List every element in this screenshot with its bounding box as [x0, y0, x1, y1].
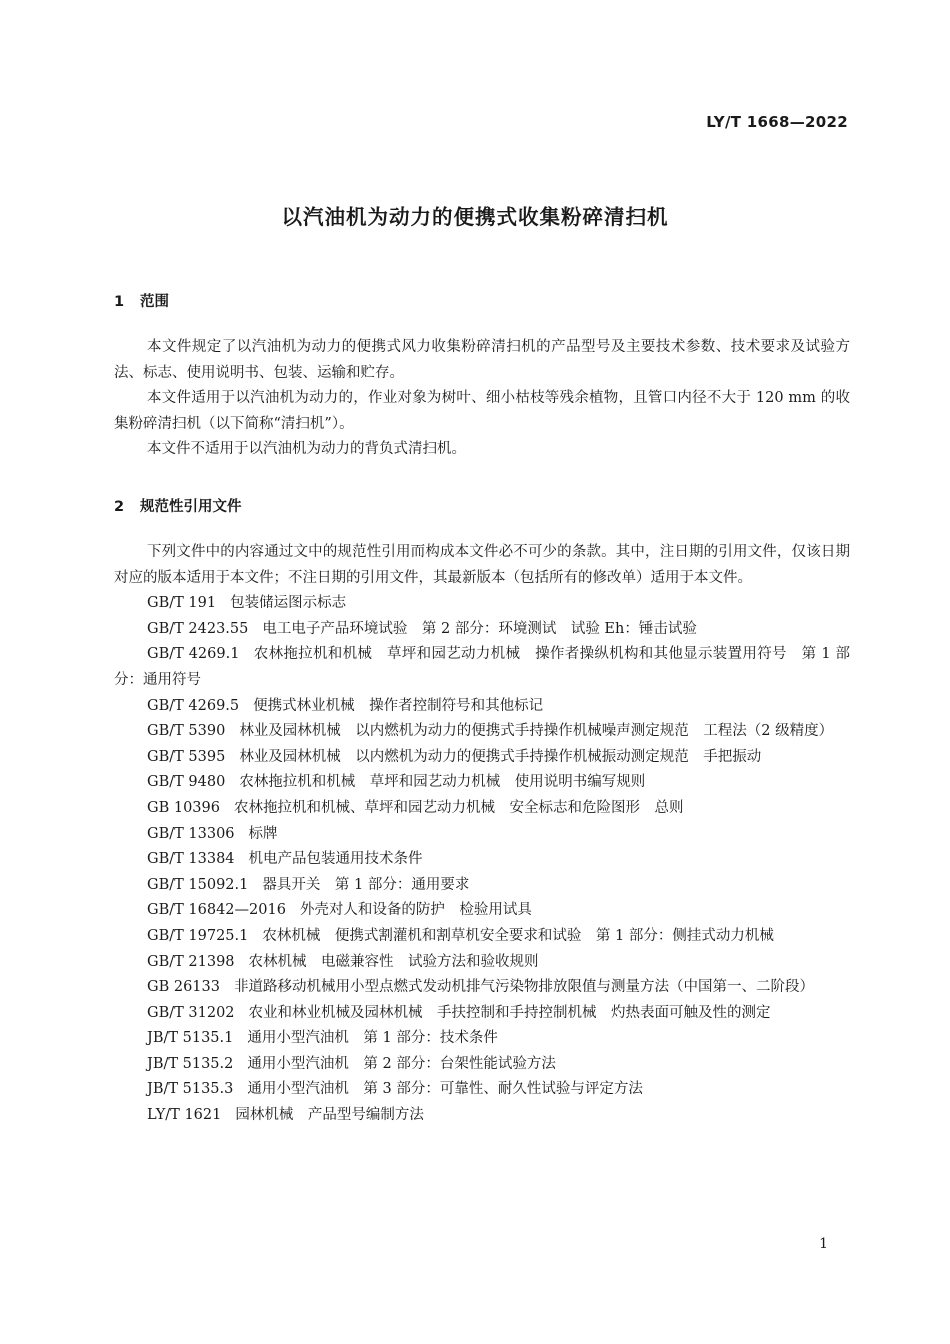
page-number: 1: [819, 1236, 828, 1252]
reference-item: [114, 591, 850, 617]
reference-code: GB/T 5395: [147, 748, 226, 765]
reference-title: 林业及园林机械 以内燃机为动力的便携式手持操作机械噪声测定规范 工程法（2 级精度）: [239, 723, 834, 740]
reference-title: 机电产品包装通用技术条件: [248, 851, 423, 868]
reference-item: [114, 796, 850, 822]
reference-code: GB/T 31202: [147, 1004, 235, 1021]
reference-code: GB/T 15092.1: [147, 876, 249, 893]
reference-code: GB/T 9480: [147, 774, 226, 791]
reference-item: [114, 924, 850, 950]
reference-title: 器具开关 第 1 部分：通用要求: [262, 876, 470, 893]
reference-item: [114, 719, 850, 745]
reference-item: [114, 873, 850, 899]
section-1-title: 范围: [140, 294, 169, 310]
reference-code: GB/T 19725.1: [147, 927, 249, 944]
reference-item: [114, 1001, 850, 1027]
section-1-heading: [114, 290, 169, 311]
reference-code: GB/T 4269.5: [147, 697, 240, 714]
section-2-number: 2: [114, 499, 125, 515]
reference-title: 农业和林业机械及园林机械 手扶控制和手持控制机械 灼热表面可触及性的测定: [248, 1004, 771, 1021]
reference-title: 农林拖拉机和机械、草坪和园艺动力机械 安全标志和危险图形 总则: [233, 799, 684, 816]
reference-item: [114, 1103, 850, 1129]
reference-title: 包装储运图示标志: [230, 595, 347, 612]
reference-code: GB 10396: [147, 799, 220, 816]
section-1-body: [114, 335, 850, 463]
reference-code: GB/T 13306: [147, 825, 235, 842]
reference-title: 通用小型汽油机 第 2 部分：台架性能试验方法: [247, 1055, 556, 1072]
reference-title: 农林机械 电磁兼容性 试验方法和验收规则: [248, 953, 539, 970]
reference-code: GB/T 16842—2016: [147, 902, 286, 919]
reference-item: [114, 950, 850, 976]
reference-item: [114, 745, 850, 771]
section-1-number: 1: [114, 294, 125, 310]
document-title: 以汽油机为动力的便携式收集粉碎清扫机: [281, 205, 669, 229]
reference-code: GB 26133: [147, 979, 220, 996]
reference-item: [114, 617, 850, 643]
standard-code: LY/T 1668—2022: [706, 113, 848, 131]
section-2-heading: [114, 495, 242, 516]
reference-item: [114, 1026, 850, 1052]
reference-title: 农林拖拉机和机械 草坪和园艺动力机械 使用说明书编写规则: [239, 774, 646, 791]
reference-code: GB/T 2423.55: [147, 620, 249, 637]
section-2-title: 规范性引用文件: [140, 499, 242, 515]
reference-title: 电工电子产品环境试验 第 2 部分：环境测试 试验 Eh：锤击试验: [262, 620, 697, 637]
reference-title: 外壳对人和设备的防护 检验用试具: [299, 902, 532, 919]
reference-item: [114, 898, 850, 924]
references-intro: 下列文件中的内容通过文中的规范性引用而构成本文件必不可少的条款。其中，注日期的引用文件，仅该日期对应的版本适用于本文件；不注日期的引用文件，其最新版本（包括所有的修改单）适用于本文件。: [114, 544, 850, 586]
scope-paragraph-1: 本文件规定了以汽油机为动力的便携式风力收集粉碎清扫机的产品型号及主要技术参数、技术要求及试验方法、标志、使用说明书、包装、运输和贮存。: [114, 339, 850, 381]
reference-code: LY/T 1621: [147, 1107, 222, 1124]
reference-item: [114, 770, 850, 796]
reference-title: 通用小型汽油机 第 3 部分：可靠性、耐久性试验与评定方法: [247, 1081, 643, 1098]
reference-title: 标牌: [248, 825, 278, 842]
reference-item: [114, 822, 850, 848]
reference-item: [114, 1077, 850, 1103]
scope-paragraph-2: 本文件适用于以汽油机为动力的，作业对象为树叶、细小枯枝等残余植物，且管口内径不大于 120 mm 的收集粉碎清扫机（以下简称“清扫机”）。: [114, 390, 850, 432]
reference-title: 园林机械 产品型号编制方法: [235, 1107, 424, 1124]
reference-item: [114, 694, 850, 720]
reference-title: 农林拖拉机和机械 草坪和园艺动力机械 操作者操纵机构和其他显示装置用符号 第 1 部分：通用符号: [114, 646, 850, 688]
reference-code: JB/T 5135.1: [147, 1030, 234, 1047]
reference-code: JB/T 5135.3: [147, 1081, 234, 1098]
reference-code: GB/T 13384: [147, 851, 235, 868]
reference-code: GB/T 5390: [147, 723, 226, 740]
reference-item: [114, 642, 850, 693]
reference-item: [114, 847, 850, 873]
reference-title: 通用小型汽油机 第 1 部分：技术条件: [247, 1030, 498, 1047]
reference-code: GB/T 4269.1: [147, 646, 240, 663]
reference-item: [114, 975, 850, 1001]
reference-code: JB/T 5135.2: [147, 1055, 234, 1072]
reference-title: 农林机械 便携式割灌机和割草机安全要求和试验 第 1 部分：侧挂式动力机械: [262, 927, 774, 944]
reference-title: 便携式林业机械 操作者控制符号和其他标记: [253, 697, 544, 714]
reference-title: 林业及园林机械 以内燃机为动力的便携式手持操作机械振动测定规范 手把振动: [239, 748, 762, 765]
reference-code: GB/T 21398: [147, 953, 235, 970]
reference-title: 非道路移动机械用小型点燃式发动机排气污染物排放限值与测量方法（中国第一、二阶段）: [233, 979, 814, 996]
scope-paragraph-3: 本文件不适用于以汽油机为动力的背负式清扫机。: [147, 441, 466, 458]
section-2-body: [114, 540, 850, 1129]
reference-code: GB/T 191: [147, 595, 217, 612]
reference-item: [114, 1052, 850, 1078]
